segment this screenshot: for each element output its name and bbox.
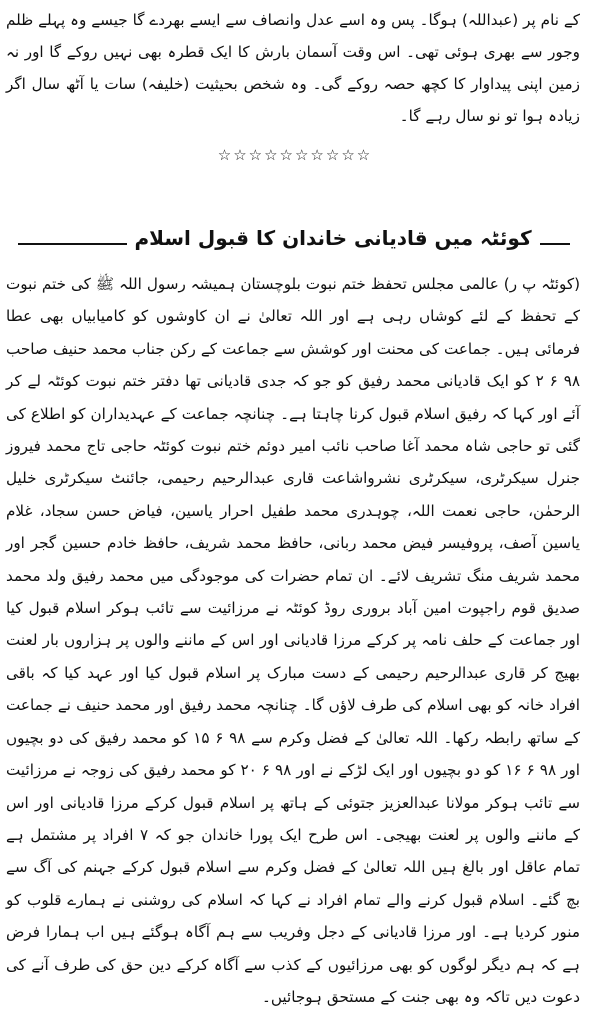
heading-rule-right: [540, 243, 570, 245]
article-body: (کوئٹہ پ ر) عالمی مجلس تحفظ ختم نبوت بلوچستان ہمیشہ رسول اللہ ﷺ کی ختم نبوت کے تحفظ کے لئے کوشاں رہی ہے اور اللہ تعالیٰ نے ان کاوشوں کو کامیابیاں بھی عطا فرمائی ہیں۔ جماعت کی محنت اور کوشش سے جماعت کے رکن جناب محمد حنیف صاحب ۹۸ ۶ ۲ کو ایک قادیانی محمد رفیق کو جو کہ جدی قادیانی تھا دفتر ختم نبوت کوئٹہ لے کر آئے اور کہا کہ رفیق اسلام قبول کرنا چاہتا ہے۔ چنانچہ جماعت کے عہدیداران کو اطلاع کی گئی تو حاجی شاہ محمد آغا صاحب نائب امیر دوئم ختم نبوت کوئٹہ حاجی تاج محمد فیروز جنرل سیکرٹری، سیکرٹری نشرواشاعت قاری عبدالرحیم رحیمی، جائنٹ سیکرٹری خلیل الرحمٰن، حاجی نعمت اللہ، چوہدری محمد طفیل احرار یاسین، فیاض حسن سجاد، غلام یاسین آصف، پروفیسر فیض محمد ربانی، حافظ محمد شریف، حافظ خادم حسین گجر اور محمد شریف منگ تشریف لائے۔ ان تمام حضرات کی موجودگی میں محمد رفیق ولد محمد صدیق قوم راجپوت امین آباد بروری روڈ کوئٹہ نے مرزائیت سے تائب ہوکر اسلام قبول کیا اور جماعت کے حلف نامہ پر کرکے مرزا قادیانی اور اس کے ماننے والوں پر ہزاروں بار لعنت بھیج کر قاری عبدالرحیم رحیمی کے دست مبارک پر اسلام قبول کیا اور عہد کیا کہ باقی افراد خانہ کو بھی اسلام کی طرف لاؤں گا۔ چنانچہ محمد رفیق اور محمد حنیف نے جماعت کے ساتھ رابطہ رکھا۔ اللہ تعالیٰ کے فضل وکرم سے ۹۸ ۶ ۱۵ کو محمد رفیق کی دو بچیوں اور ۹۸ ۶ ۱۶ کو دو بچیوں اور ایک لڑکے نے اور ۹۸ ۶ ۲۰ کو محمد رفیق کی زوجہ نے مرزائیت سے تائب ہوکر مولانا عبدالعزیز جتوئی کے ہاتھ پر اسلام قبول کرکے مرزا قادیانی اور اس کے ماننے والوں پر لعنت بھیجی۔ اس طرح ایک پورا خاندان جو کہ ۷ افراد پر مشتمل ہے تمام عاقل اور بالغ ہیں اللہ تعالیٰ کے فضل وکرم سے اسلام قبول کرکے جہنم کی آگ سے بچ گئے۔ اسلام قبول کرنے والے تمام افراد نے کہا کہ اسلام کی روشنی نے ہمارے قلوب کو منور کردیا ہے۔ اور مرزا قادیانی کے دجل وفریب سے ہم آگاہ ہوگئے ہیں اب ہمارا فرض ہے کہ ہم دیگر لوگوں کو بھی مرزائیوں کے کذب سے آگاہ کرکے دین حق کی طرف آنے کی دعوت دیں تاکہ وہ بھی جنت کے مستحق ہوجائیں۔: [6, 275, 581, 1006]
article-heading: [10, 218, 578, 258]
intro-paragraph: کے نام پر (عبداللہ) ہوگا۔ پس وہ اسے عدل وانصاف سے ایسے بھردے گا جیسے وہ پہلے ظلم وجور سے بھری ہوئی تھی۔ اس وقت آسمان بارش کا ایک قطرہ بھی نہیں روکے گا اور نہ زمین اپنی پیداوار کا کچھ حصہ روکے گی۔ وہ شخص بحیثیت (خلیفہ) سات یا آٹھ سال اگر زیادہ ہوا تو نو سال رہے گا۔: [6, 11, 580, 125]
article-title: کوئٹہ میں قادیانی خاندان کا قبول اسلام: [134, 226, 532, 250]
star-separator: ☆☆☆☆☆☆☆☆☆☆: [217, 146, 373, 164]
heading-rule-left: [18, 243, 127, 245]
